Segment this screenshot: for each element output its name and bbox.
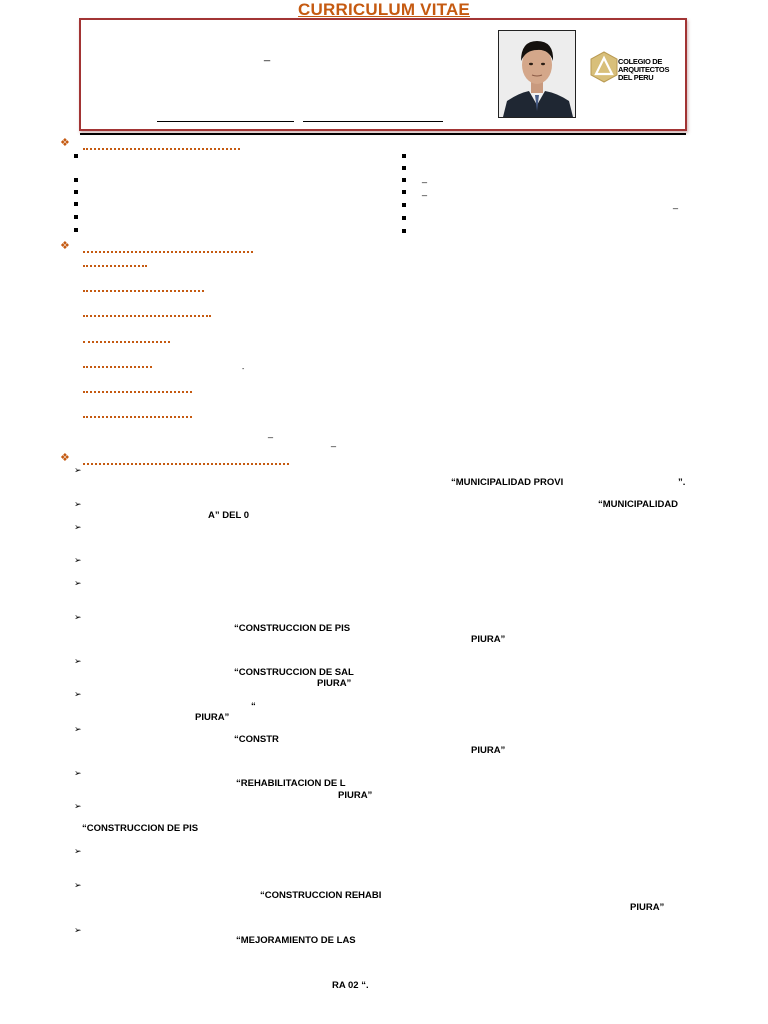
square-bullet-icon bbox=[74, 228, 78, 232]
experience-entry-5-text: “ bbox=[251, 701, 256, 712]
diamond-cluster-icon: ❖ bbox=[60, 240, 70, 252]
square-bullet-icon bbox=[402, 229, 406, 233]
square-bullet-icon bbox=[74, 178, 78, 182]
dash-mark: _ bbox=[331, 437, 337, 447]
square-bullet-icon bbox=[74, 215, 78, 219]
experience-entry-1-suffix: ”. bbox=[678, 477, 686, 488]
square-bullet-icon bbox=[402, 216, 406, 220]
portrait-icon bbox=[499, 31, 575, 117]
experience-entry-3-text: “CONSTRUCCION DE PIS bbox=[234, 623, 351, 634]
dash-mark: _ bbox=[268, 428, 274, 438]
square-bullet-icon bbox=[74, 202, 78, 206]
experience-entry-9-text: “CONSTRUCCION REHABI bbox=[260, 890, 382, 901]
arrow-bullet-icon: ➢ bbox=[74, 925, 82, 935]
experience-entry-2-text: “MUNICIPALIDAD bbox=[598, 499, 679, 510]
education-item-label bbox=[83, 416, 192, 418]
arrow-bullet-icon: ➢ bbox=[74, 689, 82, 699]
section-heading-experience bbox=[83, 463, 289, 465]
diamond-cluster-icon: ❖ bbox=[60, 452, 70, 464]
experience-entry-8-text: “CONSTRUCCION DE PIS bbox=[82, 823, 199, 834]
arrow-bullet-icon: ➢ bbox=[74, 578, 82, 588]
experience-entry-4-place: PIURA” bbox=[317, 678, 352, 689]
diamond-cluster-icon: ❖ bbox=[60, 137, 70, 149]
experience-entry-6-text: “CONSTR bbox=[234, 734, 279, 745]
section-heading-education bbox=[83, 251, 253, 253]
logo-line-1: COLEGIO DE bbox=[618, 57, 663, 66]
arrow-bullet-icon: ➢ bbox=[74, 522, 82, 532]
logo-text bbox=[618, 58, 669, 82]
arrow-bullet-icon: ➢ bbox=[74, 880, 82, 890]
experience-entry-7-text: “REHABILITACION DE L bbox=[236, 778, 346, 789]
signature-line-right bbox=[303, 121, 443, 122]
education-item-label bbox=[83, 315, 211, 317]
experience-entry-3-place: PIURA” bbox=[471, 634, 506, 645]
dash-mark: _ bbox=[422, 173, 428, 183]
profile-photo bbox=[498, 30, 576, 118]
section-heading-personal bbox=[83, 148, 240, 150]
education-item-label bbox=[83, 341, 170, 343]
dash-mark: _ bbox=[673, 199, 679, 209]
arrow-bullet-icon: ➢ bbox=[74, 499, 82, 509]
logo-line-3: DEL PERU bbox=[618, 73, 654, 82]
education-item-label bbox=[83, 265, 147, 267]
experience-entry-10-text: “MEJORAMIENTO DE LAS bbox=[236, 935, 356, 946]
education-item-label bbox=[83, 366, 152, 368]
square-bullet-icon bbox=[402, 190, 406, 194]
signature-line-left bbox=[157, 121, 294, 122]
experience-entry-9-place: PIURA” bbox=[630, 902, 665, 913]
logo-line-2: ARQUITECTOS bbox=[618, 65, 670, 74]
header-dash: _ bbox=[264, 50, 271, 62]
square-bullet-icon bbox=[402, 166, 406, 170]
square-bullet-icon bbox=[402, 203, 406, 207]
education-item-label bbox=[83, 290, 204, 292]
hexagon-logo-icon bbox=[589, 50, 619, 84]
experience-entry-7-place: PIURA” bbox=[338, 790, 373, 801]
arrow-bullet-icon: ➢ bbox=[74, 656, 82, 666]
experience-entry-4-text: “CONSTRUCCION DE SAL bbox=[234, 667, 354, 678]
education-item-label bbox=[83, 391, 192, 393]
experience-entry-6-place: PIURA” bbox=[471, 745, 506, 756]
arrow-bullet-icon: ➢ bbox=[74, 724, 82, 734]
arrow-bullet-icon: ➢ bbox=[74, 768, 82, 778]
experience-entry-5-place: PIURA” bbox=[195, 712, 230, 723]
arrow-bullet-icon: ➢ bbox=[74, 801, 82, 811]
square-bullet-icon bbox=[74, 190, 78, 194]
header-divider bbox=[80, 133, 686, 135]
dash-mark: _ bbox=[422, 186, 428, 196]
square-bullet-icon bbox=[402, 154, 406, 158]
square-bullet-icon bbox=[402, 178, 406, 182]
arrow-bullet-icon: ➢ bbox=[74, 846, 82, 856]
arrow-bullet-icon: ➢ bbox=[74, 555, 82, 565]
experience-entry-2-suffix: A” DEL 0 bbox=[208, 510, 250, 521]
page-title: CURRICULUM VITAE bbox=[298, 0, 470, 19]
square-bullet-icon bbox=[74, 154, 78, 158]
experience-entry-1-text: “MUNICIPALIDAD PROVI bbox=[451, 477, 564, 488]
experience-entry-11-text: RA 02 “. bbox=[332, 980, 369, 991]
dot-mark: - bbox=[242, 366, 245, 373]
arrow-bullet-icon: ➢ bbox=[74, 465, 82, 475]
arrow-bullet-icon: ➢ bbox=[74, 612, 82, 622]
